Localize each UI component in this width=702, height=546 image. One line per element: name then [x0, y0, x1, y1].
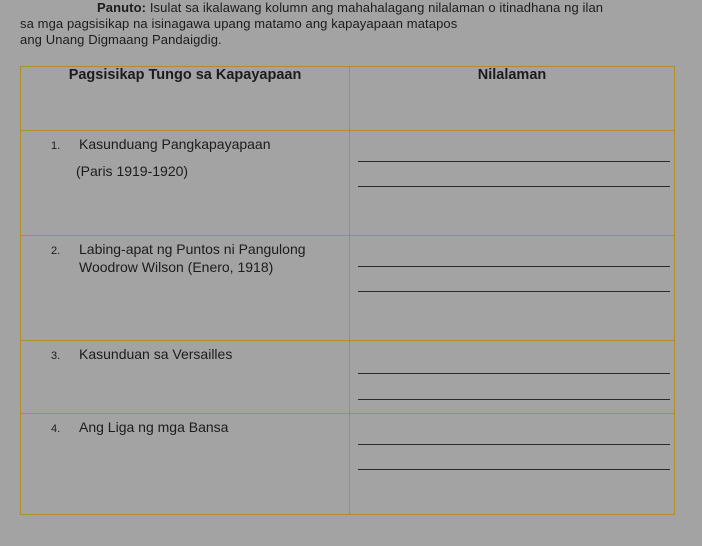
answer-cell-1[interactable] [350, 131, 675, 236]
item-text: Ang Liga ng mga Bansa [79, 419, 229, 435]
item-number: 1. [51, 140, 61, 152]
item-number: 2. [51, 245, 61, 257]
table-row [21, 341, 675, 414]
answer-line[interactable] [358, 266, 670, 267]
effort-cell-4 [21, 414, 350, 515]
item-number: 4. [51, 423, 61, 435]
item-text: Kasunduang Pangkapayapaan [79, 136, 271, 152]
instructions-line-2: sa mga pagsisikap na isinagawa upang matamo ang kapayapaan matapos [20, 16, 458, 31]
item-text: Labing-apat ng Puntos ni Pangulong Woodrow Wilson (Enero, 1918) [79, 241, 306, 275]
answer-line[interactable] [358, 161, 670, 162]
answer-line[interactable] [358, 186, 670, 187]
instructions-text-1: Isulat sa ikalawang kolumn ang mahahalagang nilalaman o itinadhana ng ilan [149, 0, 604, 15]
worksheet-table [20, 66, 675, 515]
answer-line[interactable] [358, 291, 670, 292]
answer-cell-3[interactable] [350, 341, 675, 414]
header-efforts: Pagsisikap Tungo sa Kapayapaan [21, 67, 350, 131]
table-row [21, 414, 675, 515]
instructions-label: Panuto: [97, 0, 147, 15]
item-number: 3. [51, 350, 61, 362]
effort-cell-2 [21, 236, 350, 341]
header-content: Nilalaman [350, 67, 675, 131]
answer-cell-4[interactable] [350, 414, 675, 515]
instructions-line-3: ang Unang Digmaang Pandaigdig. [20, 32, 222, 47]
table-row [21, 131, 675, 236]
answer-line[interactable] [358, 469, 670, 470]
answer-line[interactable] [358, 444, 670, 445]
item-text: Kasunduan sa Versailles [79, 346, 233, 362]
effort-cell-3 [21, 341, 350, 414]
table-row [21, 236, 675, 341]
instructions-line-1 [20, 0, 700, 16]
instructions [20, 0, 700, 48]
answer-line[interactable] [358, 373, 670, 374]
answer-line[interactable] [358, 399, 670, 400]
header-row [21, 67, 675, 131]
item-subtext: (Paris 1919-1920) [76, 163, 189, 179]
effort-cell-1 [21, 131, 350, 236]
answer-cell-2[interactable] [350, 236, 675, 341]
